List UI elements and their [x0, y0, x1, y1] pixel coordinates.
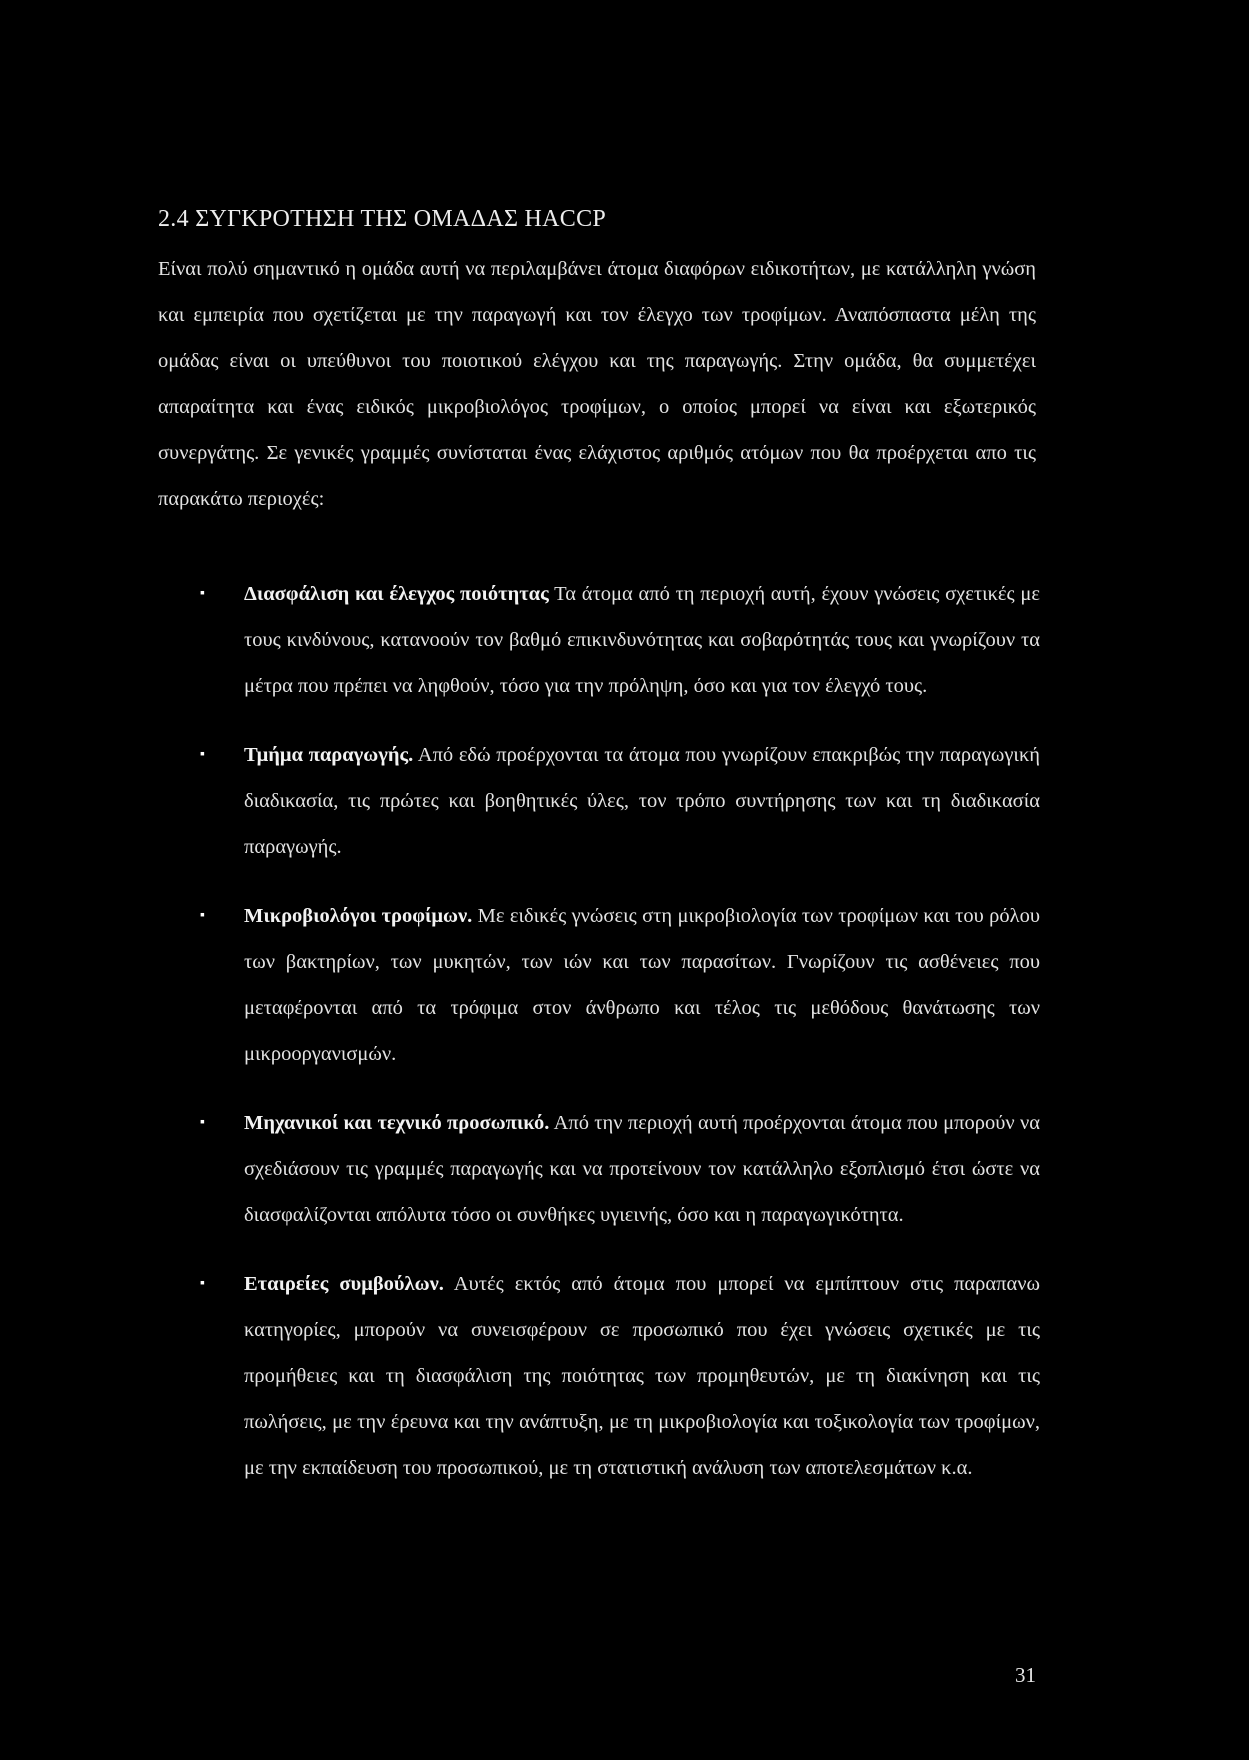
- bullet-icon: ▪: [200, 747, 205, 762]
- list-item-term: Εταιρείες συμβούλων.: [244, 1273, 444, 1295]
- intro-paragraph: Είναι πολύ σημαντικό η ομάδα αυτή να περιλαμβάνει άτομα διαφόρων ειδικοτήτων, με κατάλληλη γνώση και εμπειρία που σχετίζεται με την παραγωγή και τον έλεγχο των τροφίμων. Αναπόσπαστα μέλη της ομάδας είναι οι υπεύθυνοι του ποιοτικού ελέγχου και της παραγωγής. Στην ομάδα, θα συμμετέχει απαραίτητα και ένας ειδικός μικροβιολόγος τροφίμων, ο οποίος μπορεί να είναι και εξωτερικός συνεργάτης. Σε γενικές γραμμές συνίσταται ένας ελάχιστος αριθμός ατόμων που θα προέρχεται απο τις παρακάτω περιοχές:: [158, 258, 1036, 510]
- team-areas-list: [200, 571, 1040, 1514]
- list-item-term: Μικροβιολόγοι τροφίμων.: [244, 905, 473, 927]
- bullet-icon: ▪: [200, 908, 205, 923]
- list-item: [200, 732, 1040, 870]
- list-item-term: Διασφάλιση και έλεγχος ποιότητας: [244, 583, 549, 605]
- list-item: [200, 893, 1040, 1077]
- list-item-text: Αυτές εκτός από άτομα που μπορεί να εμπίπτουν στις παραπανω κατηγορίες, μπορούν να συνεισφέρουν σε προσωπικό που έχει γνώσεις σχετικές με τις προμήθειες και τη διασφάλιση της ποιότητας των προμηθευτών, με τη διακίνηση και τις πωλήσεις, με την έρευνα και την ανάπτυξη, με τη μικροβιολογία και τοξικολογία των τροφίμων, με την εκπαίδευση του προσωπικού, με τη στατιστική ανάλυση των αποτελεσμάτων κ.α.: [244, 1273, 1040, 1479]
- list-item-text: Τα άτομα από τη περιοχή αυτή, έχουν γνώσεις σχετικές με τους κινδύνους, κατανοούν τον βαθμό επικινδυνότητας και σοβαρότητάς τους και γνωρίζουν τα μέτρα που πρέπει να ληφθούν, τόσο για την πρόληψη, όσο και για τον έλεγχό τους.: [244, 583, 1040, 697]
- page-number: 31: [1015, 1663, 1036, 1687]
- list-item: [200, 1100, 1040, 1238]
- list-item-term: Τμήμα παραγωγής.: [244, 744, 414, 766]
- bullet-icon: ▪: [200, 586, 205, 601]
- bullet-icon: ▪: [200, 1115, 205, 1130]
- section-heading: 2.4 ΣΥΓΚΡΟΤΗΣΗ ΤΗΣ ΟΜΑΔΑΣ HACCP: [158, 206, 607, 232]
- list-item-term: Μηχανικοί και τεχνικό προσωπικό.: [244, 1112, 550, 1134]
- list-item: [200, 1261, 1040, 1491]
- list-item-text: Με ειδικές γνώσεις στη μικροβιολογία των τροφίμων και του ρόλου των βακτηρίων, των μυκητών, των ιών και των παρασίτων. Γνωρίζουν τις ασθένειες που μεταφέρονται από τα τρόφιμα στον άνθρωπο και τέλος τις μεθόδους θανάτωσης των μικροοργανισμών.: [244, 905, 1041, 1065]
- list-item-text: Από εδώ προέρχονται τα άτομα που γνωρίζουν επακριβώς την παραγωγική διαδικασία, τις πρώτες και βοηθητικές ύλες, τον τρόπο συντήρησης των και τη διαδικασία παραγωγής.: [244, 744, 1040, 858]
- list-item-text: Από την περιοχή αυτή προέρχονται άτομα που μπορούν να σχεδιάσουν τις γραμμές παραγωγής και να προτείνουν τον κατάλληλο εξοπλισμό έτσι ώστε να διασφαλίζονται απόλυτα τόσο οι συνθήκες υγιεινής, όσο και η παραγωγικότητα.: [244, 1112, 1040, 1226]
- list-item: [200, 571, 1040, 709]
- bullet-icon: ▪: [200, 1276, 205, 1291]
